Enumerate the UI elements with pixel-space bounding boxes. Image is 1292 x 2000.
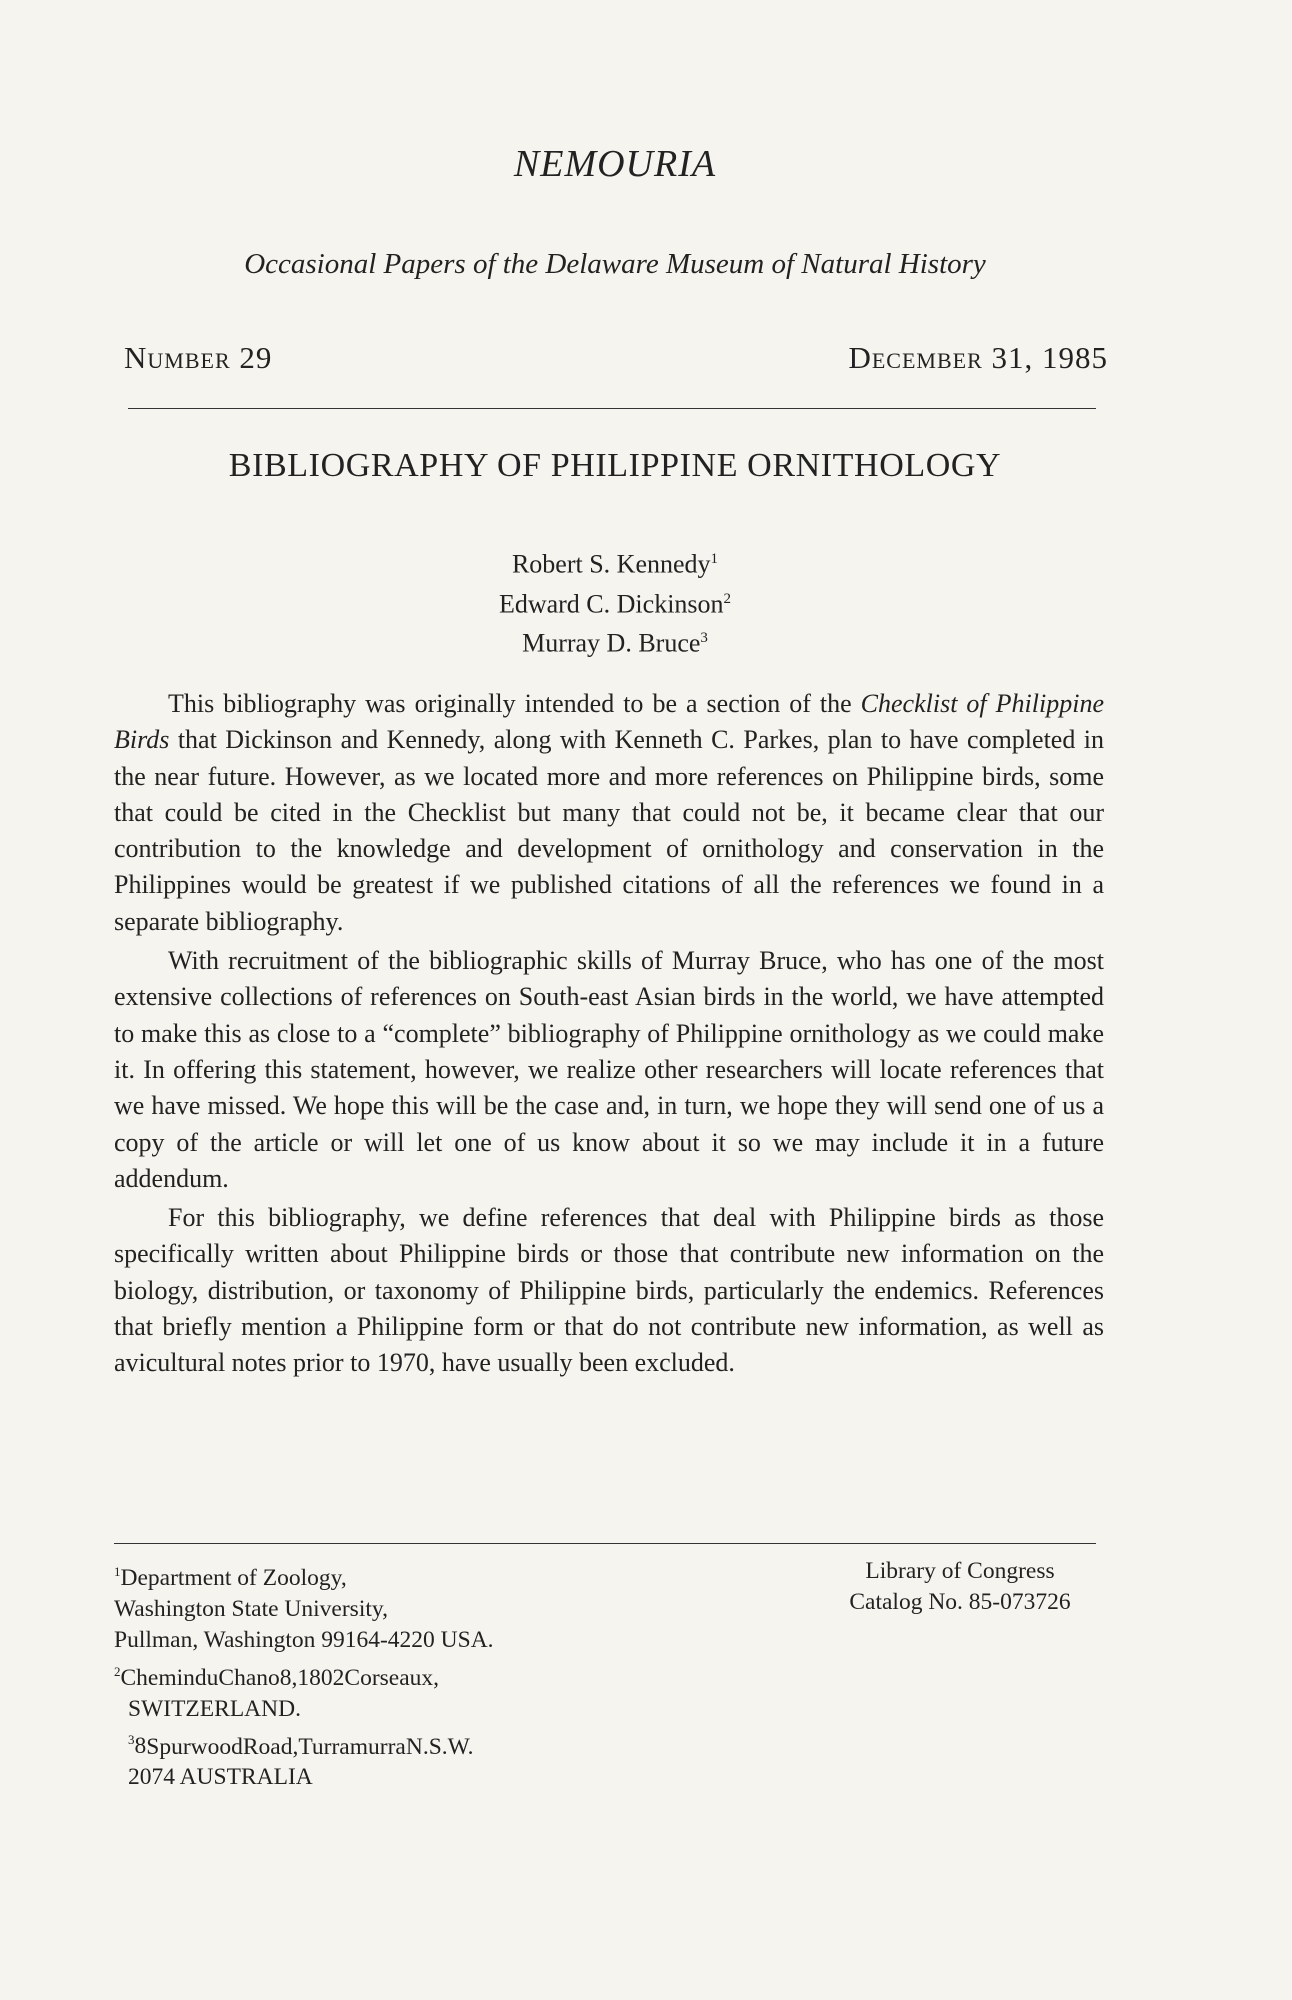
footnote-word: Spurwood — [146, 1733, 243, 1760]
author-name: Edward C. Dickinson — [498, 589, 724, 619]
author-footnote-mark: 2 — [723, 590, 732, 607]
author-list — [0, 542, 1230, 661]
footnote-3 — [114, 1725, 614, 1794]
footnote-word: Road, — [242, 1733, 299, 1760]
footnote-text: Washington State University, — [114, 1595, 388, 1622]
paragraph-2: With recruitment of the bibliographic skills of Murray Bruce, who has one of the most extensive collections of references on South-east Asian birds in the world, we have attempted to make this as close to a “complete” bibliography of Philippine ornithology as we could make it. In offering this statement, however, we realize other researchers will locate references that we have missed. We hope this will be the case and, in turn, we hope they will send one of us a copy of the article or will let one of us know about it so we may include it in a future addendum. — [114, 946, 1104, 1193]
issue-date: December 31, 1985 — [848, 340, 1108, 375]
header-divider — [128, 408, 1096, 409]
footnotes — [114, 1556, 614, 1793]
footnote-word: Corseaux, — [344, 1664, 440, 1691]
footnote-text: SWITZERLAND. — [128, 1695, 301, 1722]
footnote-divider — [114, 1543, 1096, 1544]
catalog-info — [800, 1556, 1120, 1618]
footnote-word: Chemin — [120, 1664, 195, 1691]
issue-number: Number 29 — [124, 340, 273, 375]
footnote-word: 8 — [134, 1733, 147, 1760]
footnote-mark: 2 — [114, 1663, 121, 1679]
author-1 — [0, 542, 1230, 582]
footnote-text: Pullman, Washington 99164-4220 USA. — [114, 1626, 494, 1653]
checklist-title: Checklist of Philippine Birds — [114, 689, 1104, 755]
footnote-text: Department of Zoology, — [120, 1564, 347, 1591]
paragraph-text: This bibliography was originally intended to be a section of the — [168, 689, 861, 718]
footnote-word: du — [194, 1664, 219, 1691]
footnote-word: Turramurra — [298, 1733, 406, 1760]
author-footnote-mark: 1 — [710, 551, 719, 567]
footnote-text: 2074 AUSTRALIA — [128, 1764, 313, 1791]
author-2 — [0, 582, 1230, 622]
footnote-mark: 1 — [114, 1564, 121, 1579]
footnote-word: Chano — [218, 1664, 280, 1691]
catalog-line: Library of Congress — [865, 1558, 1055, 1584]
footnote-word: N.S.W. — [405, 1733, 474, 1760]
author-name: Robert S. Kennedy — [511, 549, 711, 579]
article-body — [114, 686, 1104, 1385]
author-name: Murray D. Bruce — [522, 628, 701, 658]
journal-subtitle: Occasional Papers of the Delaware Museum of Natural History — [244, 248, 986, 280]
footnote-2 — [114, 1656, 614, 1725]
paragraph-1 — [114, 686, 1104, 940]
paragraph-text: that Dickinson and Kennedy, along with Kenneth C. Parkes, plan to have completed in the near future. However, as we located more and more references on Philippine birds, some that could be cited in the Checklist but many that could not be, it became clear that our contribution to the knowledge and development of ornithology and conservation in the Philippines would be greatest if we published citations of all the references we found in a separate bibliography. — [114, 725, 1104, 936]
footnote-1 — [114, 1556, 614, 1656]
footnote-word: 8, — [279, 1664, 298, 1691]
footnote-mark: 3 — [128, 1732, 135, 1748]
footnote-word: 1802 — [297, 1664, 345, 1691]
author-footnote-mark: 3 — [700, 630, 708, 647]
journal-title: NEMOURIA — [513, 143, 717, 185]
paragraph-3: For this bibliography, we define references that deal with Philippine birds as those specifically written about Philippine birds or those that contribute new information on the biology, distribution, or taxonomy of Philippine birds, particularly the endemics. References that briefly mention a Philippine form or that do not contribute new information, as well as avicultural notes prior to 1970, have usually been excluded. — [114, 1203, 1104, 1378]
catalog-number: Catalog No. 85-073726 — [849, 1589, 1071, 1615]
article-title: BIBLIOGRAPHY OF PHILIPPINE ORNITHOLOGY — [228, 447, 1002, 484]
author-3 — [0, 621, 1230, 661]
